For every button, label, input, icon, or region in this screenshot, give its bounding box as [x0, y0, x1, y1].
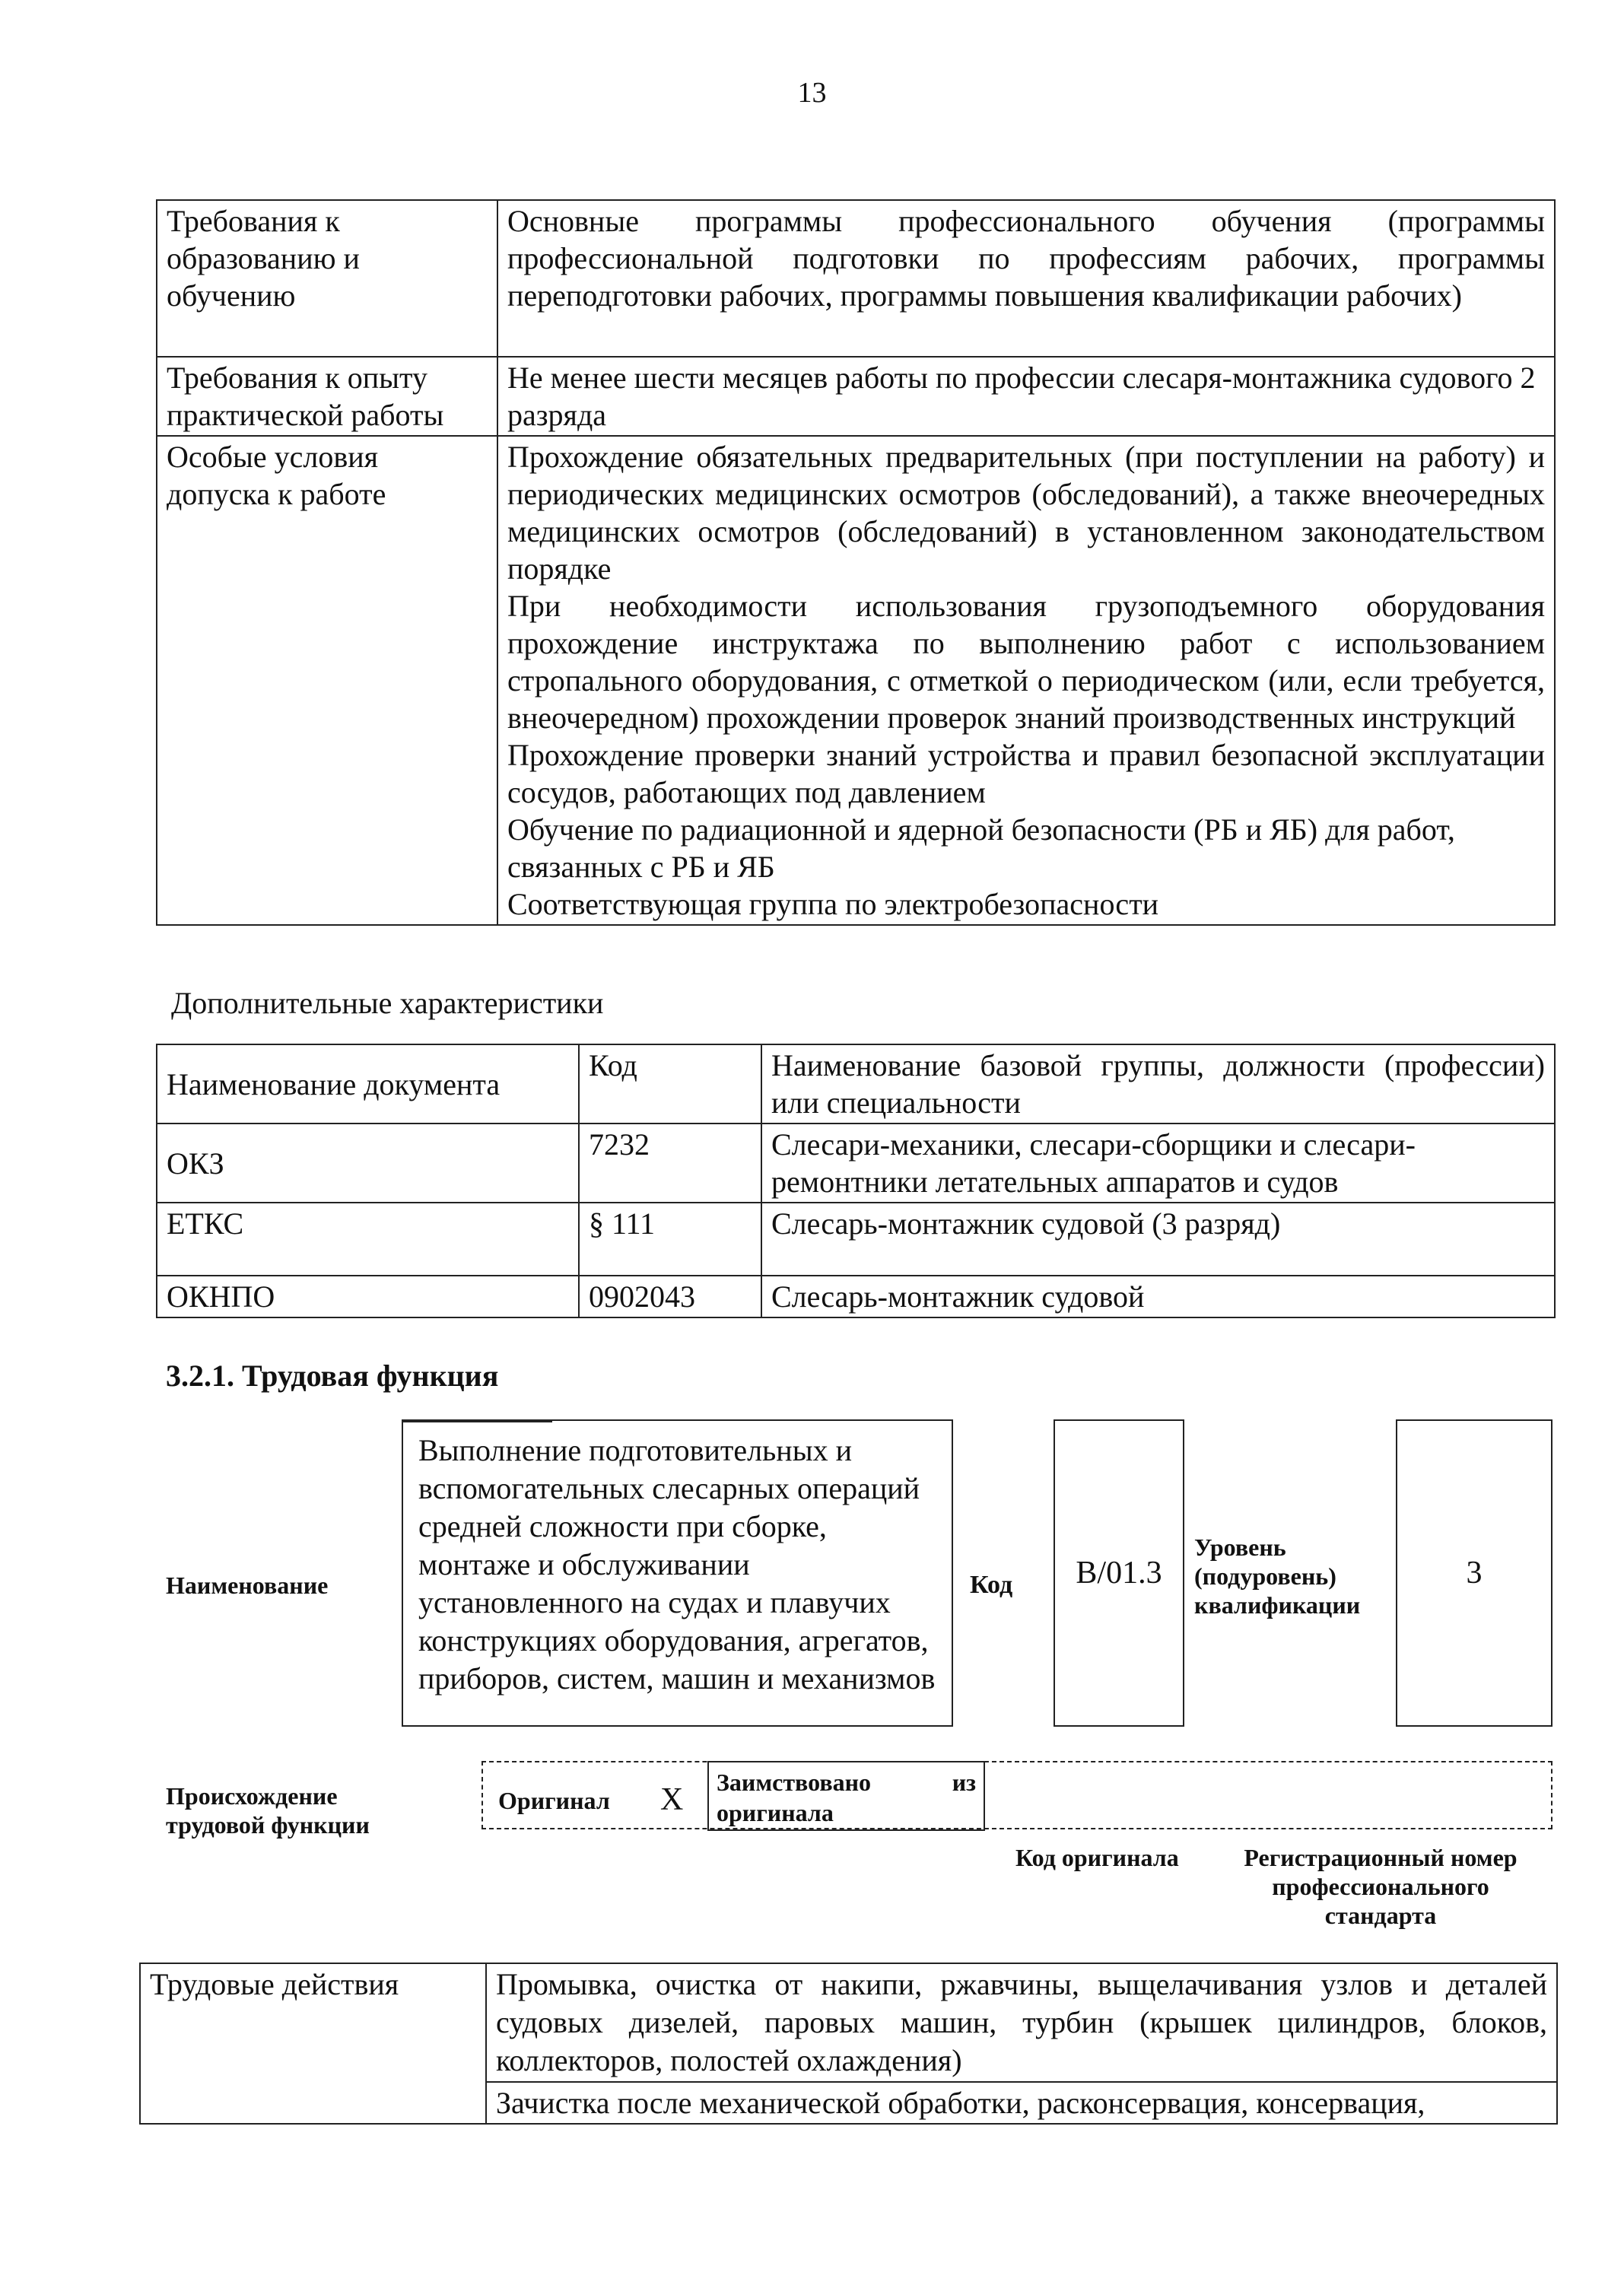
- cell-name: Слесарь-монтажник судовой (3 разряд): [761, 1203, 1555, 1276]
- header-code: Код: [579, 1044, 761, 1124]
- table-row: [157, 200, 1555, 357]
- origin-row: [481, 1761, 1552, 1829]
- action-item: Промывка, очистка от накипи, ржавчины, выщелачивания узлов и деталей судовых дизелей, паровых машин, турбин (крышек цилиндров, блоков, коллекторов, полостей охлаждения): [486, 1963, 1557, 2082]
- original-mark: X: [660, 1782, 684, 1817]
- paragraph: Основные программы профессионального обучения (программы профессиональной подготовки по профессиям рабочих, программы переподготовки рабочих, программы повышения квалификации рабочих): [507, 204, 1545, 313]
- level-label: Уровень (подуровень) квалификации: [1194, 1534, 1361, 1619]
- row-label: Требования к опыту практической работы: [157, 357, 497, 436]
- row-label: Особые условия допуска к работе: [157, 436, 497, 925]
- actions-table: [139, 1963, 1558, 2125]
- paragraph: При необходимости использования грузоподъемного оборудования прохождение инструктажа по выполнению работ с использованием стропального оборудования, с отметкой о периодическом (или, если требуется, внеочередном) прохождении проверок знаний производственных инструкций: [507, 589, 1545, 735]
- code-label: Код: [970, 1571, 1013, 1599]
- name-label: Наименование: [166, 1572, 329, 1599]
- paragraph: Не менее шести месяцев работы по профессии слесаря-монтажника судового 2 разряда: [507, 361, 1536, 432]
- section-heading: 3.2.1. Трудовая функция: [166, 1359, 499, 1393]
- header-doc: Наименование документа: [157, 1044, 579, 1124]
- table-header-row: [157, 1044, 1555, 1124]
- cell-code: 7232: [579, 1124, 761, 1203]
- reg-number-caption: Регистрационный номер профессионального стандарта: [1244, 1844, 1518, 1929]
- row-value: [497, 357, 1555, 436]
- table-row: [157, 1203, 1555, 1276]
- additional-table: [156, 1044, 1556, 1318]
- cell-doc: ЕТКС: [157, 1203, 579, 1276]
- level-value: 3: [1466, 1556, 1483, 1591]
- page-number: 13: [797, 77, 827, 109]
- code-box: [1054, 1419, 1184, 1727]
- table-row: [157, 1276, 1555, 1317]
- table-row: [157, 357, 1555, 436]
- paragraph: Прохождение проверки знаний устройства и правил безопасной эксплуатации сосудов, работающих под давлением: [507, 738, 1545, 809]
- cell-code: 0902043: [579, 1276, 761, 1317]
- cell-code: § 111: [579, 1203, 761, 1276]
- row-label: Требования к образованию и обучению: [157, 200, 497, 357]
- function-name-value: Выполнение подготовительных и вспомогательных слесарных операций средней сложности при сборке, монтаже и обслуживании установленного на судах и плавучих конструкциях оборудования, агрегатов, приборов, систем, машин и механизмов: [418, 1433, 936, 1696]
- row-value: [497, 436, 1555, 925]
- header-name: Наименование базовой группы, должности (профессии) или специальности: [761, 1044, 1555, 1124]
- paragraph: Соответствующая группа по электробезопасности: [507, 887, 1159, 921]
- actions-label: Трудовые действия: [140, 1963, 486, 2124]
- paragraph: Обучение по радиационной и ядерной безопасности (РБ и ЯБ) для работ, связанных с РБ и ЯБ: [507, 812, 1455, 884]
- cell-name: Слесарь-монтажник судовой: [761, 1276, 1555, 1317]
- cell-doc: ОКЗ: [157, 1124, 579, 1203]
- table-row: [157, 1124, 1555, 1203]
- function-name-box: [402, 1419, 953, 1727]
- cell-doc: ОКНПО: [157, 1276, 579, 1317]
- original-label: Оригинал: [498, 1787, 610, 1814]
- table-row: [157, 436, 1555, 925]
- cell-name: Слесари-механики, слесари-сборщики и слесари-ремонтники летательных аппаратов и судов: [761, 1124, 1555, 1203]
- code-value: B/01.3: [1076, 1556, 1162, 1591]
- borrowed-label: Заимствовано из оригинала: [717, 1769, 976, 1826]
- level-box: [1396, 1419, 1552, 1727]
- action-item: Зачистка после механической обработки, расконсервация, консервация,: [486, 2082, 1557, 2124]
- code-original-caption: Код оригинала: [1015, 1844, 1179, 1871]
- additional-title: Дополнительные характеристики: [171, 986, 604, 1020]
- table-row: [140, 1963, 1557, 2082]
- borrowed-cell: [707, 1761, 985, 1831]
- row-value: [497, 200, 1555, 357]
- paragraph: Прохождение обязательных предварительных (при поступлении на работу) и периодических медицинских осмотров (обследований), а также внеочередных медицинских осмотров (обследований) в установленном законодательством порядке: [507, 440, 1545, 586]
- origin-label: Происхождение трудовой функции: [166, 1782, 370, 1839]
- requirements-table: [156, 199, 1556, 926]
